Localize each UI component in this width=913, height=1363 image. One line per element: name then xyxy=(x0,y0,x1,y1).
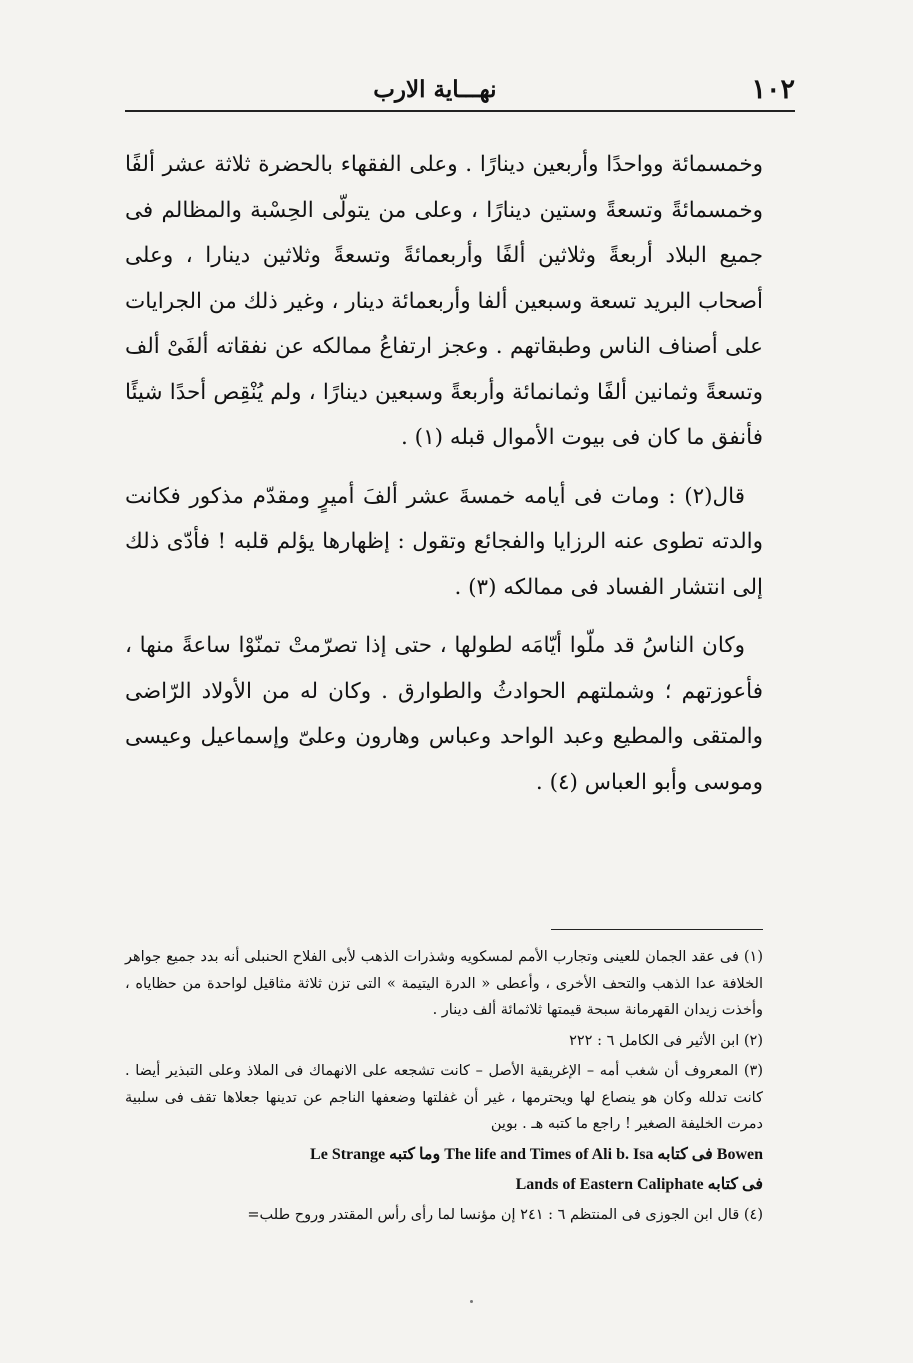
footnote-separator xyxy=(551,929,763,930)
footnote-1: (١) فى عقد الجمان للعينى وتجارب الأمم لمسكويه وشذرات الذهب لأبى الفلاح الحنبلى أنه بدد جميع جواهر الخلافة عدا الذهب والتحف الأخرى ، وأعطى « الدرة اليتيمة » التى تزن ثلاثة مثاقيل لواحدة من حظاياه ، وأخذت زيدان القهرمانة سبحة قيمتها ثلاثمائة ألف دينار . xyxy=(125,949,763,1018)
paragraph-2: قال(٢) : ومات فى أيامه خمسةَ عشر ألفَ أميرٍ ومقدّم مذكور فكانت والدته تطوى عنه الرزايا والفجائع وتقول : إظهارها يؤلم قلبه ! فأدّى ذلك إلى انتشار الفساد فى ممالكه (٣) . xyxy=(125,483,763,600)
footnote-3-reference-title: فى كتابه Lands of Eastern Caliphate xyxy=(515,1175,763,1193)
footnote-4: (٤) قال ابن الجوزى فى المنتظم ٦ : ٢٤١ إن مؤنسا لما رأى رأس المقتدر وروح طلب= xyxy=(247,1206,763,1223)
page-number: ١٠٢ xyxy=(751,73,795,105)
header-rule xyxy=(125,110,795,112)
footnote-2: (٢) ابن الأثير فى الكامل ٦ : ٢٢٢ xyxy=(569,1032,763,1049)
footnote-3: (٣) المعروف أن شغب أمه – الإغريقية الأصل – كانت تشجعه على الانهماك فى الملاذ وعلى التبذير أيضا . كانت تدلله وكان هو ينصاع لها ويحترمها ، غير أن غفلتها وضعفها الناجم عن تدينها جعلاها تقف فى سلبية دمرت الخليفة الصغير ! راجع ما كتبه هـ . بوين xyxy=(125,1063,763,1132)
paragraph-3: وكان الناسُ قد ملّوا أيّامَه لطولها ، حتى إذا تصرّمتْ تمنّوْا ساعةً منها ، فأعوزتهم ؛ وشملتهم الحوادثُ والطوارق . وكان له من الأولاد الرّاضى والمتقى والمطيع وعبد الواحد وعباس وهارون وعلىّ وإسماعيل وعيسى وموسى وأبو العباس (٤) . xyxy=(125,633,763,795)
footnote-3-references: Le Strange وما كتبه The life and Times of Ali b. Isa فى كتابه Bowen xyxy=(310,1145,763,1163)
page-header xyxy=(125,72,795,106)
page-speck xyxy=(470,1300,473,1303)
paragraph-1: وخمسمائة وواحدًا وأربعين دينارًا . وعلى الفقهاء بالحضرة ثلاثة عشر ألفًا وخمسمائةً وتسعةً وستين دينارًا ، وعلى من يتولّى الحِسْبة والمظالم فى جميع البلاد أربعةً وثلاثين ألفًا وأربعمائةً وتسعةً وثلاثين دينارا ، وعلى أصحاب البريد تسعة وسبعين ألفا وأربعمائة دينار ، وغير ذلك من الجرايات على أصناف الناس وطبقاتهم . وعجز ارتفاعُ ممالكه عن نفقاته ألفَىْ ألف وتسعةً وثمانين ألفًا وثمانمائة وأربعةً وسبعين دينارًا ، ولم يُنْقِص أحدًا شيئًا فأنفق ما كان فى بيوت الأموال قبله (١) . xyxy=(125,152,763,450)
running-title: نهـــاية الارب xyxy=(373,75,497,103)
footnotes xyxy=(125,944,763,1232)
main-text xyxy=(125,142,763,818)
